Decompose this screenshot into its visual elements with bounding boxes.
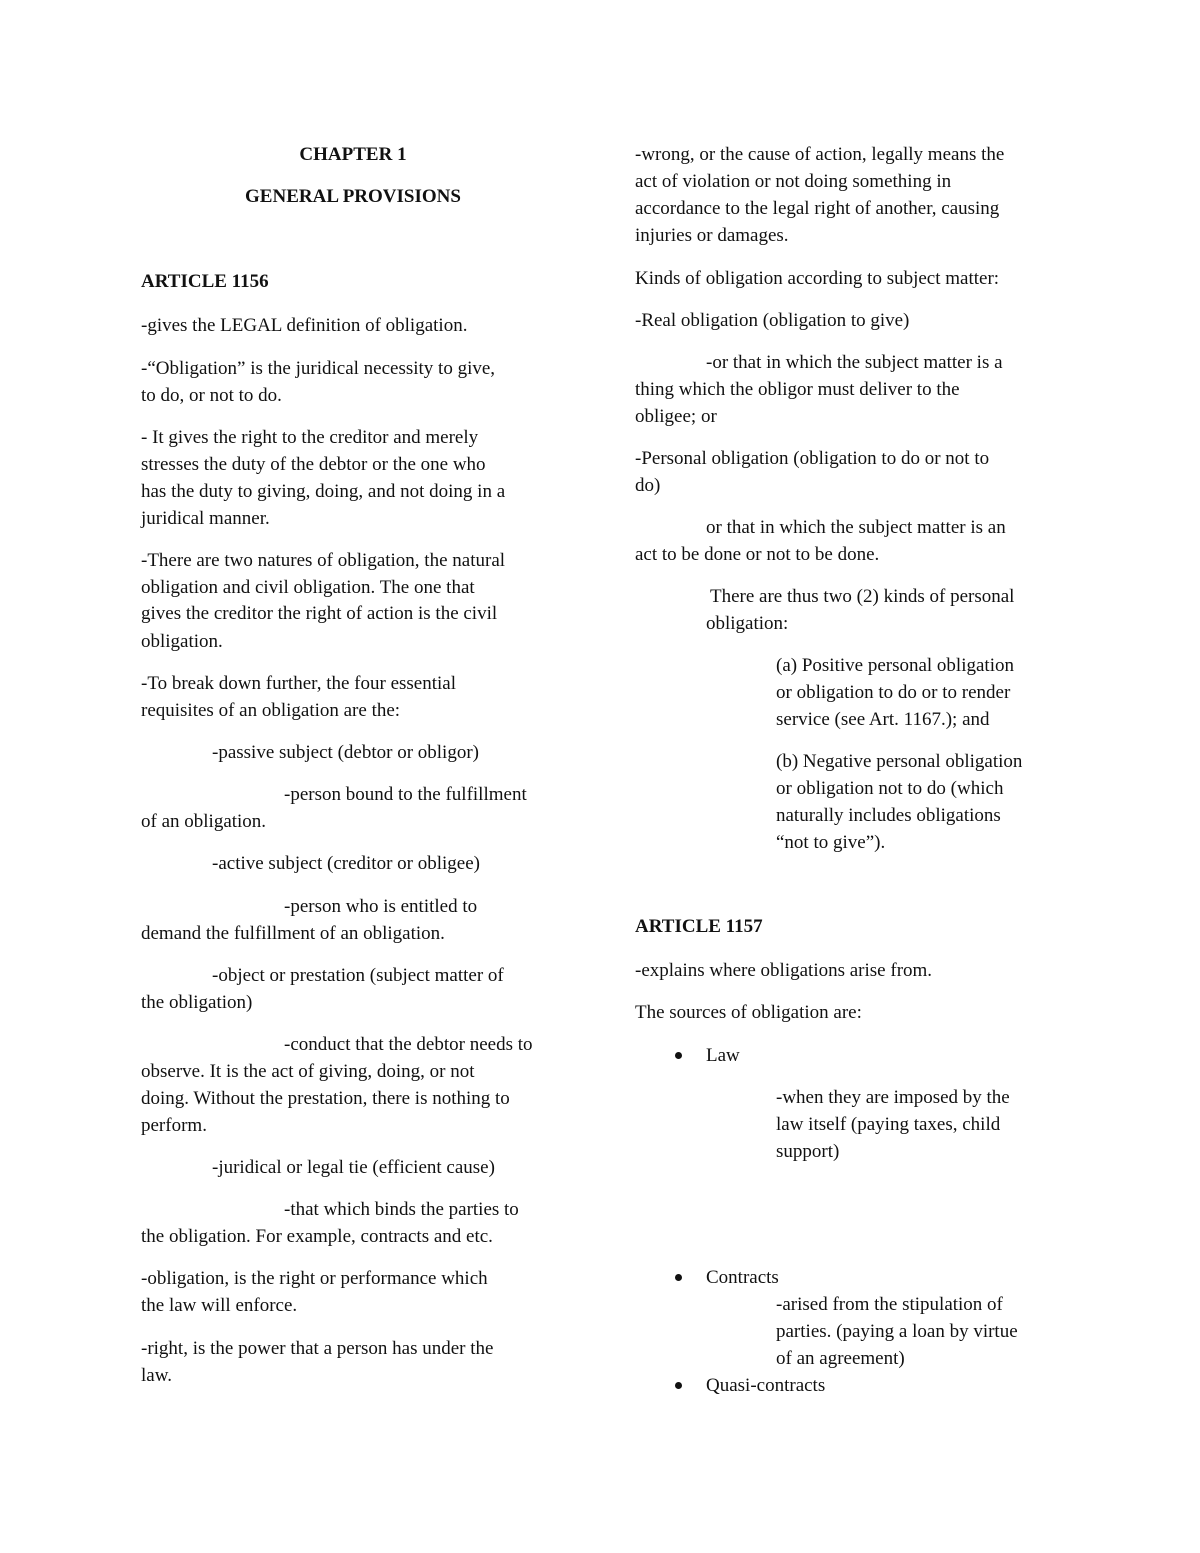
- text-line: the obligation. For example, contracts and etc.: [141, 1226, 493, 1247]
- text-line: of an obligation.: [141, 811, 267, 832]
- requisite-object-prestation: -object or prestation (subject matter of: [212, 965, 504, 986]
- text-line: service (see Art. 1167.); and: [776, 709, 990, 730]
- text-line: law itself (paying taxes, child: [776, 1114, 1001, 1135]
- text-line: -To break down further, the four essential: [141, 673, 456, 694]
- article-heading-1157: ARTICLE 1157: [635, 916, 763, 937]
- text-line: -obligation, is the right or performance which: [141, 1268, 488, 1289]
- text-line: gives the creditor the right of action is the civil: [141, 603, 498, 624]
- text-line: thing which the obligor must deliver to the: [635, 379, 960, 400]
- text-line: act of violation or not doing something in: [635, 171, 952, 192]
- text-line: -Real obligation (obligation to give): [635, 310, 910, 331]
- text-line: - It gives the right to the creditor and merely: [141, 427, 479, 448]
- text-line: accordance to the legal right of another, causing: [635, 198, 1000, 219]
- text-line: juridical manner.: [141, 508, 270, 529]
- text-line: perform.: [141, 1115, 207, 1136]
- text-line: -explains where obligations arise from.: [635, 960, 933, 981]
- text-line: parties. (paying a loan by virtue: [776, 1321, 1018, 1342]
- text-line: -Personal obligation (obligation to do or not to: [635, 448, 990, 469]
- text-line: Kinds of obligation according to subject matter:: [635, 268, 1000, 289]
- text-line: naturally includes obligations: [776, 805, 1001, 826]
- bullet-icon: [675, 1274, 682, 1281]
- text-line: -that which binds the parties to: [284, 1199, 519, 1220]
- text-line: -person who is entitled to: [284, 896, 478, 917]
- chapter-title: CHAPTER 1: [299, 144, 407, 165]
- text-line: obligation and civil obligation. The one that: [141, 577, 475, 598]
- requisite-juridical-tie: -juridical or legal tie (efficient cause): [212, 1157, 495, 1178]
- text-line: law.: [141, 1365, 172, 1386]
- text-line: the law will enforce.: [141, 1295, 298, 1316]
- text-line: -gives the LEGAL definition of obligation.: [141, 315, 468, 336]
- text-line: The sources of obligation are:: [635, 1002, 862, 1023]
- text-line: -person bound to the fulfillment: [284, 784, 527, 805]
- source-contracts-label: Contracts: [706, 1267, 779, 1288]
- text-line: -when they are imposed by the: [776, 1087, 1010, 1108]
- text-line: “not to give”).: [776, 832, 886, 853]
- text-line: or that in which the subject matter is an: [706, 517, 1006, 538]
- requisite-active-subject: -active subject (creditor or obligee): [212, 853, 480, 874]
- text-line: the obligation): [141, 992, 253, 1013]
- text-line: stresses the duty of the debtor or the one who: [141, 454, 486, 475]
- bullet-icon: [675, 1052, 682, 1059]
- text-line: or obligation not to do (which: [776, 778, 1004, 799]
- text-line: -conduct that the debtor needs to: [284, 1034, 533, 1055]
- text-line: do): [635, 475, 661, 496]
- text-line: support): [776, 1141, 840, 1162]
- text-line: requisites of an obligation are the:: [141, 700, 401, 721]
- article-heading-1156: ARTICLE 1156: [141, 271, 269, 292]
- text-line: -right, is the power that a person has under the: [141, 1338, 494, 1359]
- text-line: -or that in which the subject matter is a: [706, 352, 1003, 373]
- text-line: obligation.: [141, 631, 223, 652]
- requisite-passive-subject: -passive subject (debtor or obligor): [212, 742, 479, 763]
- negative-personal-obligation: (b) Negative personal obligation: [776, 751, 1023, 772]
- source-law-label: Law: [706, 1045, 740, 1066]
- text-line: to do, or not to do.: [141, 385, 282, 406]
- text-line: has the duty to giving, doing, and not doing in a: [141, 481, 506, 502]
- text-line: There are thus two (2) kinds of personal: [710, 586, 1015, 607]
- text-line: demand the fulfillment of an obligation.: [141, 923, 445, 944]
- chapter-subtitle: GENERAL PROVISIONS: [245, 186, 461, 207]
- text-line: observe. It is the act of giving, doing, or not: [141, 1061, 475, 1082]
- positive-personal-obligation: (a) Positive personal obligation: [776, 655, 1014, 676]
- text-line: injuries or damages.: [635, 225, 789, 246]
- text-line: act to be done or not to be done.: [635, 544, 880, 565]
- text-line: -arised from the stipulation of: [776, 1294, 1003, 1315]
- text-line: obligation:: [706, 613, 789, 634]
- text-line: or obligation to do or to render: [776, 682, 1011, 703]
- text-line: -There are two natures of obligation, the natural: [141, 550, 506, 571]
- source-quasi-contracts-label: Quasi-contracts: [706, 1375, 826, 1396]
- text-line: -wrong, or the cause of action, legally means the: [635, 144, 1005, 165]
- text-line: obligee; or: [635, 406, 717, 427]
- bullet-icon: [675, 1382, 682, 1389]
- text-line: of an agreement): [776, 1348, 905, 1369]
- text-line: doing. Without the prestation, there is nothing to: [141, 1088, 510, 1109]
- text-line: -“Obligation” is the juridical necessity to give,: [141, 358, 496, 379]
